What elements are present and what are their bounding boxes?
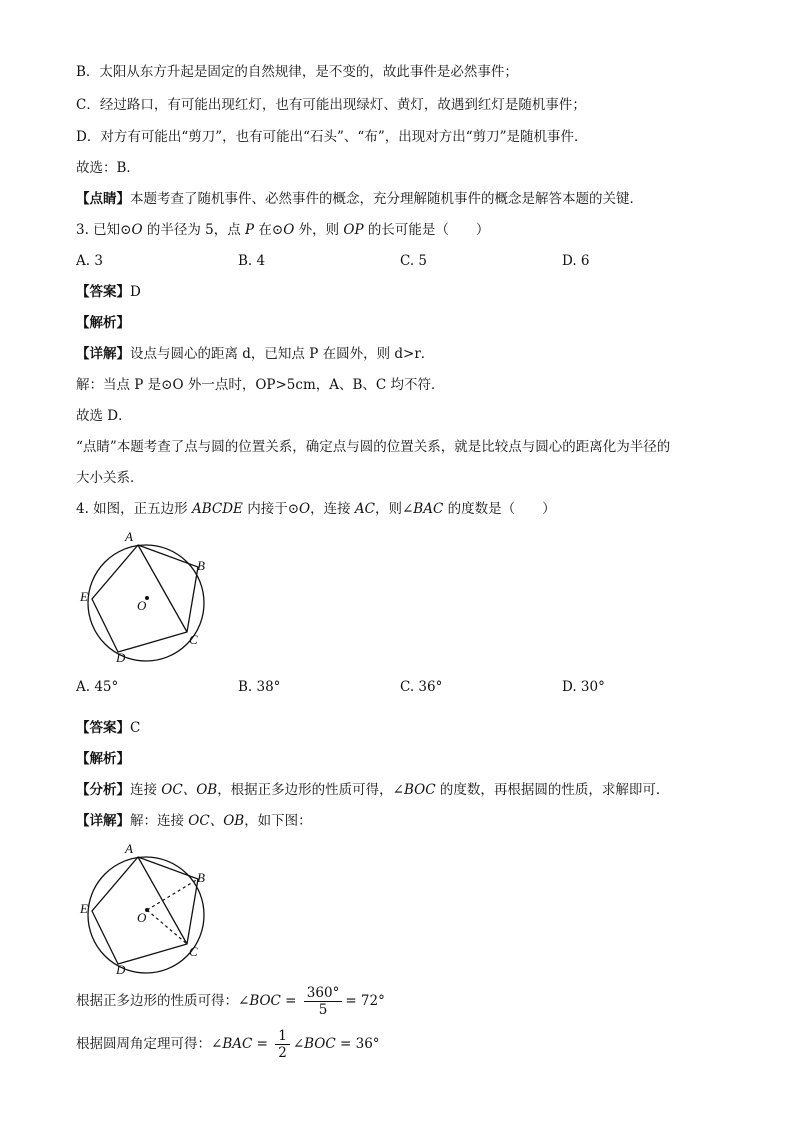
explanation-line-c: C．经过路口，有可能出现红灯，也有可能出现绿灯、黄灯，故遇到红灯是随机事件； — [76, 97, 586, 113]
eq-result: = 72° — [345, 993, 385, 1009]
q3-comment-line2: 大小关系． — [76, 470, 144, 486]
segment-ac — [138, 545, 187, 632]
q4-option-d: D. 30° — [562, 679, 605, 695]
eq-text: 根据圆周角定理可得：∠ — [76, 1036, 223, 1052]
q3-answer — [76, 282, 141, 302]
label-d: D — [116, 650, 126, 665]
q3-stem-var: O — [131, 222, 143, 238]
q3-detail — [76, 344, 434, 364]
label-d: D — [116, 962, 126, 977]
detail-part: ，如下图： — [244, 813, 312, 829]
q4-stem-var: O — [299, 501, 311, 517]
eq-var: BAC — [222, 1036, 253, 1052]
comment-text: 本题考查了随机事件、必然事件的概念，充分理解随机事件的概念是解答本题的关键． — [130, 191, 643, 207]
q4-analysis — [76, 780, 669, 800]
analysis-part: 连接 — [130, 782, 162, 798]
q3-choose: 故选 D． — [76, 408, 132, 424]
eq-text: 根据正多边形的性质可得：∠ — [76, 993, 250, 1009]
label-e: E — [80, 901, 88, 916]
q4-stem-part: ，则∠ — [374, 501, 414, 517]
q4-option-a: A. 45° — [76, 679, 119, 695]
q3-option-a: A. 3 — [76, 253, 103, 269]
q3-comment-line1: “点睛”本题考查了点与圆的位置关系，确定点与圆的位置关系，就是比较点与圆心的距离化为半径的 — [76, 439, 671, 455]
q4-stem-part: 内接于⊙ — [242, 501, 300, 517]
answer-value: D — [130, 284, 141, 300]
q3-solution: 解：当点 P 是⊙O 外一点时，OP>5cm，A、B、C 均不符． — [76, 377, 445, 393]
label-c: C — [189, 632, 198, 647]
detail-tag: 【详解】 — [76, 346, 130, 362]
label-a: A — [125, 529, 133, 544]
answer-tag: 【答案】 — [76, 720, 130, 736]
detail-text: 设点与圆心的距离 d，已知点 P 在圆外，则 d>r． — [130, 346, 435, 362]
segment-oc-dashed — [147, 910, 187, 944]
label-c: C — [189, 944, 198, 959]
analysis-var: BOC — [404, 782, 436, 798]
q4-stem — [76, 499, 556, 519]
fraction-360-5 — [304, 985, 343, 1018]
fraction-1-2 — [275, 1028, 290, 1061]
q3-stem-part: 外，则 — [294, 222, 344, 238]
detail-tag: 【详解】 — [76, 813, 130, 829]
equation-bac: 根据圆周角定理可得：∠BAC = $\frac{1}{2}$ ∠BOC = 36° — [76, 1028, 380, 1061]
segment-ob-dashed — [147, 879, 198, 910]
q4-option-b: B. 38° — [238, 679, 281, 695]
q3-option-b: B. 4 — [238, 253, 266, 269]
q4-stem-var: AC — [354, 501, 375, 517]
answer-tag: 【答案】 — [76, 284, 130, 300]
q3-option-c: C. 5 — [400, 253, 428, 269]
comment-tag: 【点睛】 — [76, 191, 130, 207]
q3-stem-part: 在⊙ — [254, 222, 284, 238]
answer-value: C — [130, 720, 141, 736]
detail-var: OC、OB — [188, 813, 245, 829]
label-b: B — [197, 558, 205, 573]
label-o: O — [137, 598, 147, 613]
explanation-line-b: B．太阳从东方升起是固定的自然规律，是不变的，故此事件是必然事件； — [76, 64, 518, 80]
detail-part: 解：连接 — [130, 813, 189, 829]
label-e: E — [80, 589, 88, 604]
pentagon-figure — [76, 528, 216, 668]
comment-line — [76, 189, 643, 209]
q3-stem-var: P — [245, 222, 255, 238]
q3-stem-var: OP — [343, 222, 364, 238]
fraction-numerator: 1 — [275, 1028, 290, 1045]
choose-line: 故选：B． — [76, 160, 140, 176]
q4-stem-var: BAC — [413, 501, 444, 517]
label-o: O — [137, 910, 147, 925]
q3-stem-part: 3. 已知⊙ — [76, 222, 132, 238]
q3-stem-part: 的半径为 5，点 — [142, 222, 246, 238]
eq-result: = 36° — [340, 1036, 380, 1052]
q4-stem-part: 4. 如图，正五边形 — [76, 501, 192, 517]
q4-answer — [76, 718, 140, 738]
fraction-numerator: 360° — [304, 985, 343, 1002]
q4-detail — [76, 811, 312, 831]
analysis-var: OC、OB — [161, 782, 218, 798]
q3-stem — [76, 220, 489, 240]
eq-var: BOC — [249, 993, 281, 1009]
eq-var: BOC — [304, 1036, 336, 1052]
fraction-denominator: 5 — [318, 1002, 328, 1018]
explanation-line-d: D．对方有可能出“剪刀”，也有可能出“石头”、“布”，出现对方出“剪刀”是随机事件． — [76, 129, 588, 145]
analysis-part: 的度数，再根据圆的性质，求解即可． — [435, 782, 670, 798]
equation-boc: 根据正多边形的性质可得：∠BOC = $\frac{360^\circ}{5}$ = 72° — [76, 985, 385, 1018]
pentagon-figure-with-radii — [76, 840, 216, 980]
q3-stem-part: 的长可能是（ ） — [363, 222, 490, 238]
label-a: A — [125, 841, 133, 856]
q3-analysis-tag: 【解析】 — [76, 315, 130, 331]
q4-stem-part: ，连接 — [310, 501, 355, 517]
q4-stem-var: ABCDE — [191, 501, 243, 517]
q4-stem-part: 的度数是（ ） — [443, 501, 556, 517]
q4-option-c: C. 36° — [400, 679, 443, 695]
analysis-part: ，根据正多边形的性质可得，∠ — [217, 782, 404, 798]
eq-angle: ∠ — [292, 1036, 305, 1052]
label-b: B — [197, 870, 205, 885]
analysis-sub-tag: 【分析】 — [76, 782, 130, 798]
fraction-denominator: 2 — [278, 1045, 287, 1061]
q4-analysis-tag: 【解析】 — [76, 751, 130, 767]
q3-option-d: D. 6 — [562, 253, 590, 269]
q3-stem-var: O — [283, 222, 295, 238]
